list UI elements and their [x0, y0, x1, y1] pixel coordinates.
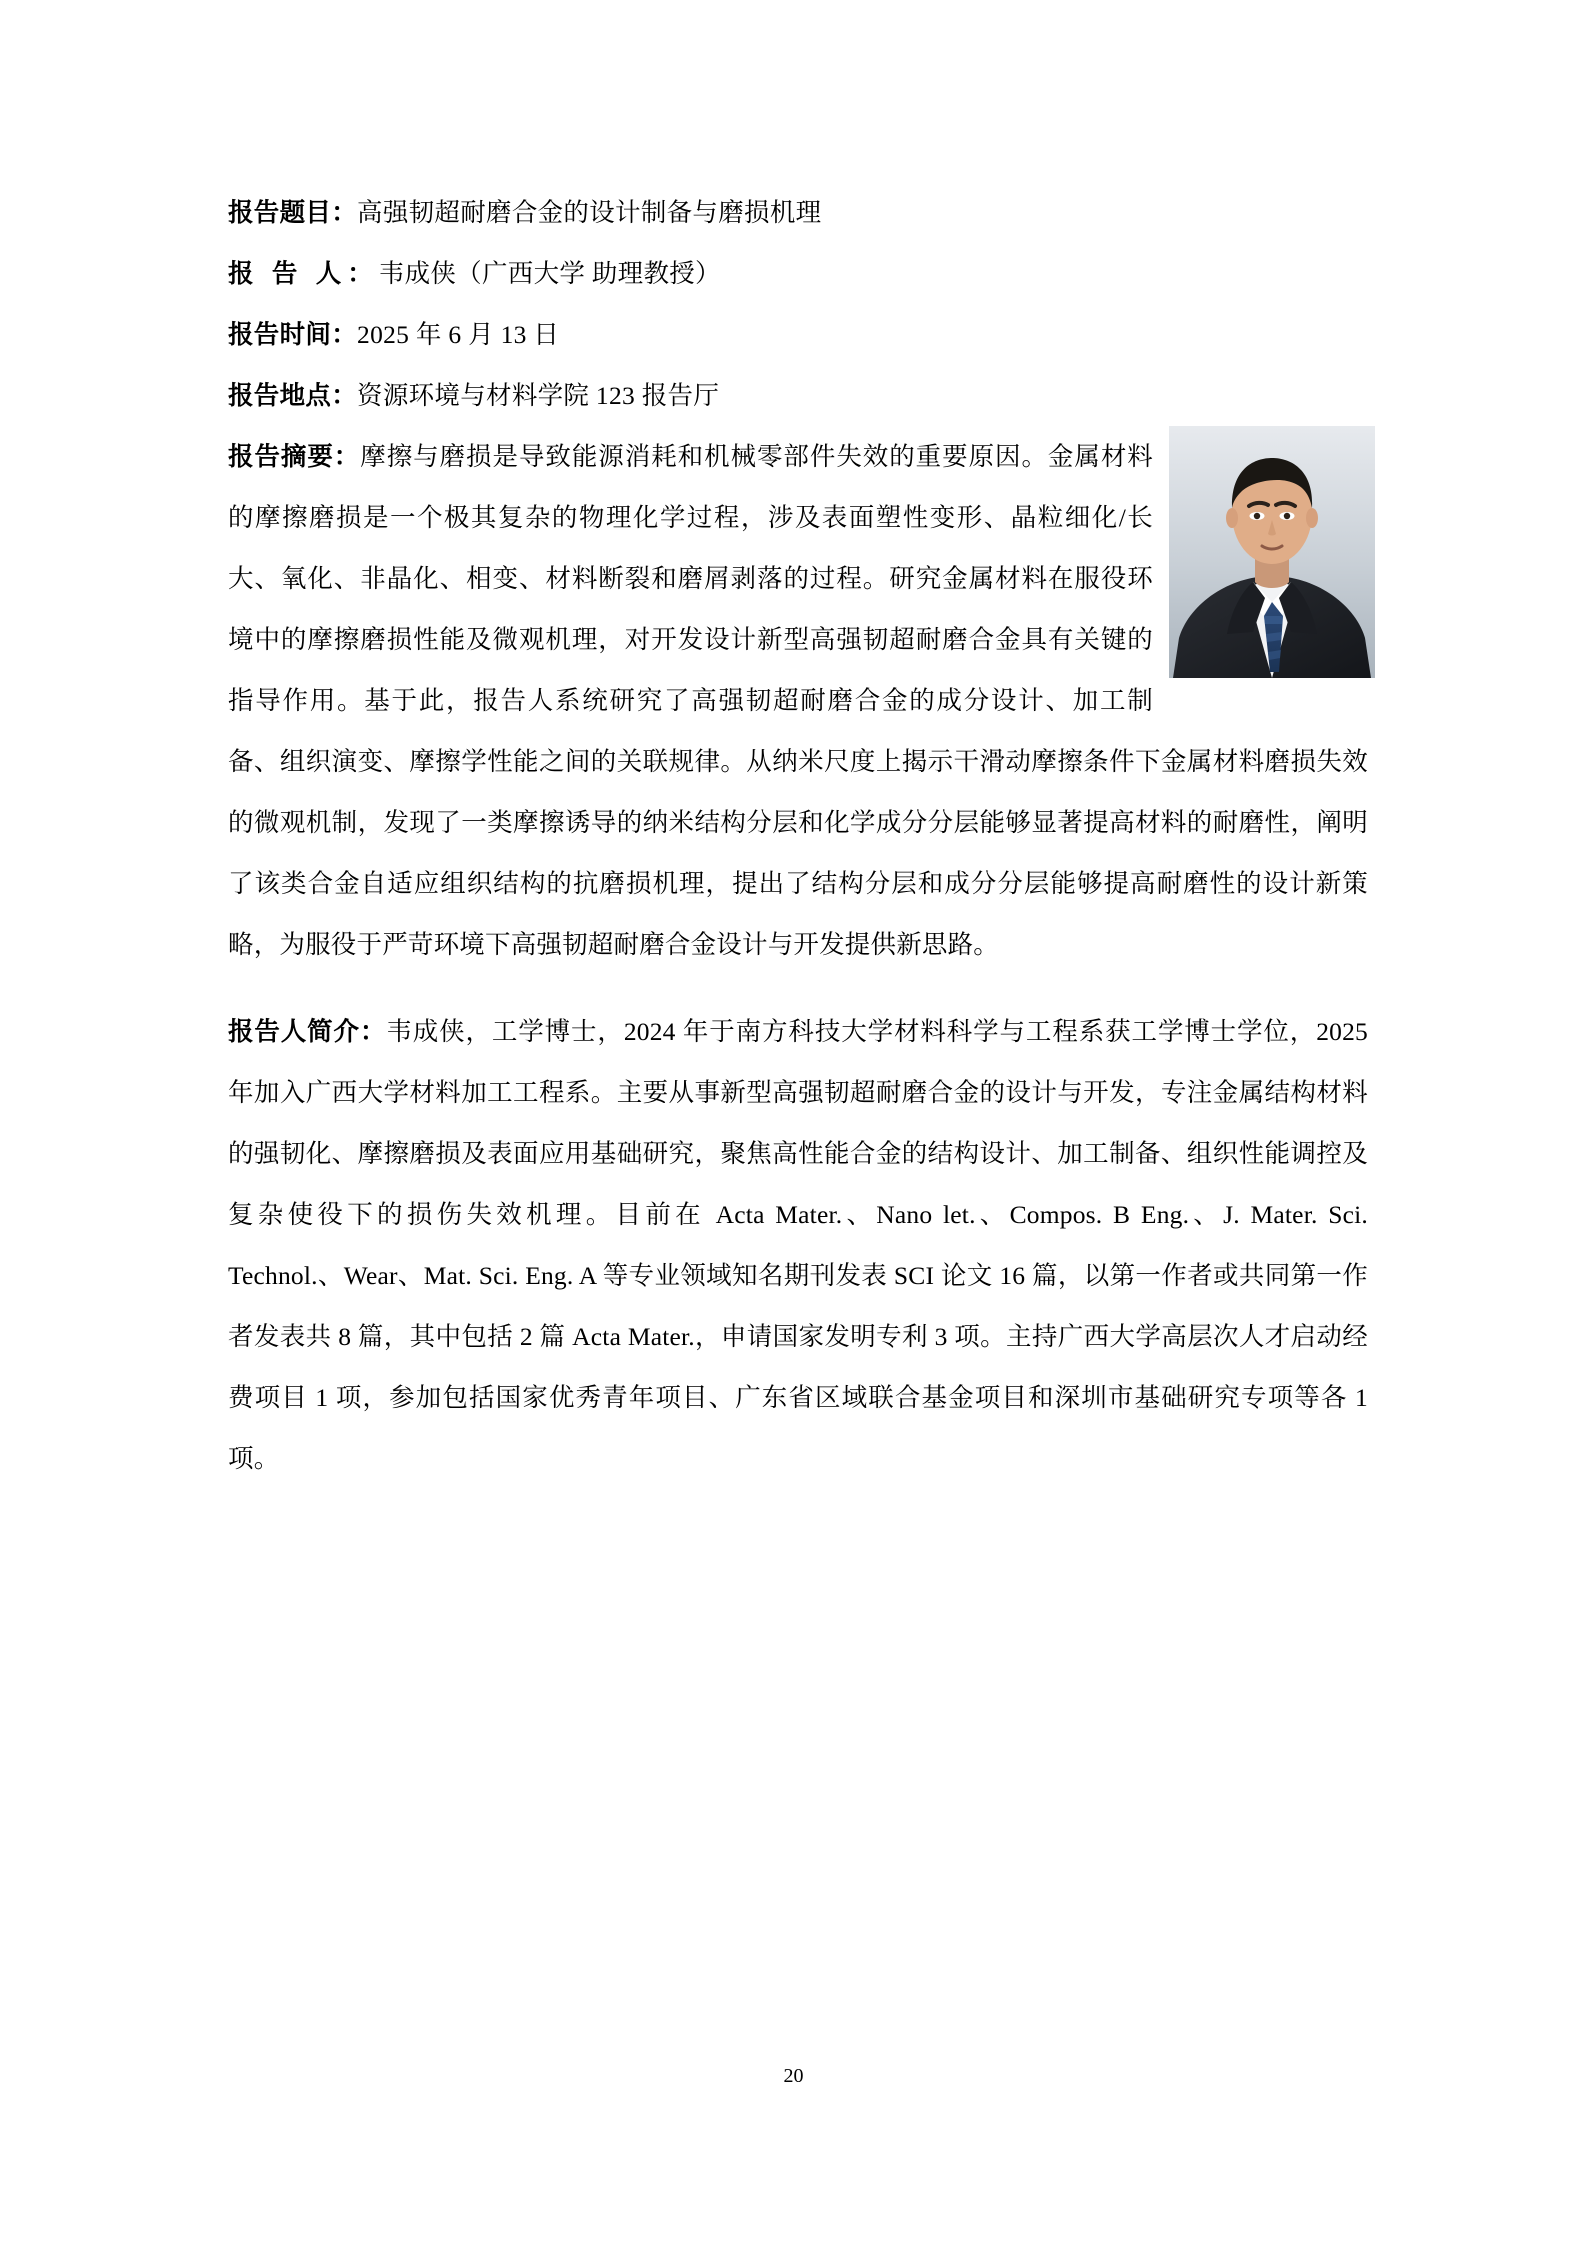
field-speaker-label: 报 告 人：	[228, 259, 379, 288]
field-time-row	[228, 304, 1368, 365]
field-speaker-row	[228, 243, 1368, 304]
field-title-value: 高强韧超耐磨合金的设计制备与磨损机理	[357, 198, 822, 227]
field-speaker-value: 韦成侠（广西大学 助理教授）	[378, 259, 721, 288]
field-place-row	[228, 365, 1368, 426]
document-content	[228, 182, 1368, 1489]
speaker-photo	[1169, 426, 1375, 678]
portrait-image	[1169, 426, 1375, 678]
bio-label: 报告人简介：	[228, 1017, 387, 1046]
abstract-section	[228, 426, 1368, 975]
field-title-label: 报告题目：	[228, 198, 358, 227]
field-time-label: 报告时间：	[228, 320, 358, 349]
field-place-value: 资源环境与材料学院 123 报告厅	[357, 381, 720, 410]
page-number: 20	[783, 2065, 804, 2087]
field-place-label: 报告地点：	[228, 381, 358, 410]
bio-text-block	[228, 1001, 1368, 1489]
abstract-label: 报告摘要：	[228, 442, 361, 471]
field-time-value: 2025 年 6 月 13 日	[357, 320, 560, 349]
abstract-text: 摩擦与磨损是导致能源消耗和机械零部件失效的重要原因。金属材料的摩擦磨损是一个极其复杂的物理化学过程，涉及表面塑性变形、晶粒细化/长大、氧化、非晶化、相变、材料断裂和磨屑剥落的过程。研究金属材料在服役环境中的摩擦磨损性能及微观机理，对开发设计新型高强韧超耐磨合金具有关键的指导作用。基于此，报告人系统研究了高强韧超耐磨合金的成分设计、加工制备、组织演变、摩擦学性能之间的关联规律。从纳米尺度上揭示干滑动摩擦条件下金属材料磨损失效的微观机制，发现了一类摩擦诱导的纳米结构分层和化学成分分层能够显著提高材料的耐磨性，阐明了该类合金自适应组织结构的抗磨损机理，提出了结构分层和成分分层能够提高耐磨性的设计新策略，为服役于严苛环境下高强韧超耐磨合金设计与开发提供新思路。	[228, 442, 1368, 959]
field-title-row	[228, 182, 1368, 243]
bio-text: 韦成侠，工学博士，2024 年于南方科技大学材料科学与工程系获工学博士学位，2025 年加入广西大学材料加工工程系。主要从事新型高强韧超耐磨合金的设计与开发，专注金属结构材料的强韧化、摩擦磨损及表面应用基础研究，聚焦高性能合金的结构设计、加工制备、组织性能调控及复杂使役下的损伤失效机理。目前在 Acta Mater.、Nano let.、Compos. B Eng.、J. Mater. Sci. Technol.、Wear、Mat. Sci. Eng. A 等专业领域知名期刊发表 SCI 论文 16 篇，以第一作者或共同第一作者发表共 8 篇，其中包括 2 篇 Acta Mater.，申请国家发明专利 3 项。主持广西大学高层次人才启动经费项目 1 项，参加包括国家优秀青年项目、广东省区域联合基金项目和深圳市基础研究专项等各 1 项。	[228, 1017, 1368, 1473]
